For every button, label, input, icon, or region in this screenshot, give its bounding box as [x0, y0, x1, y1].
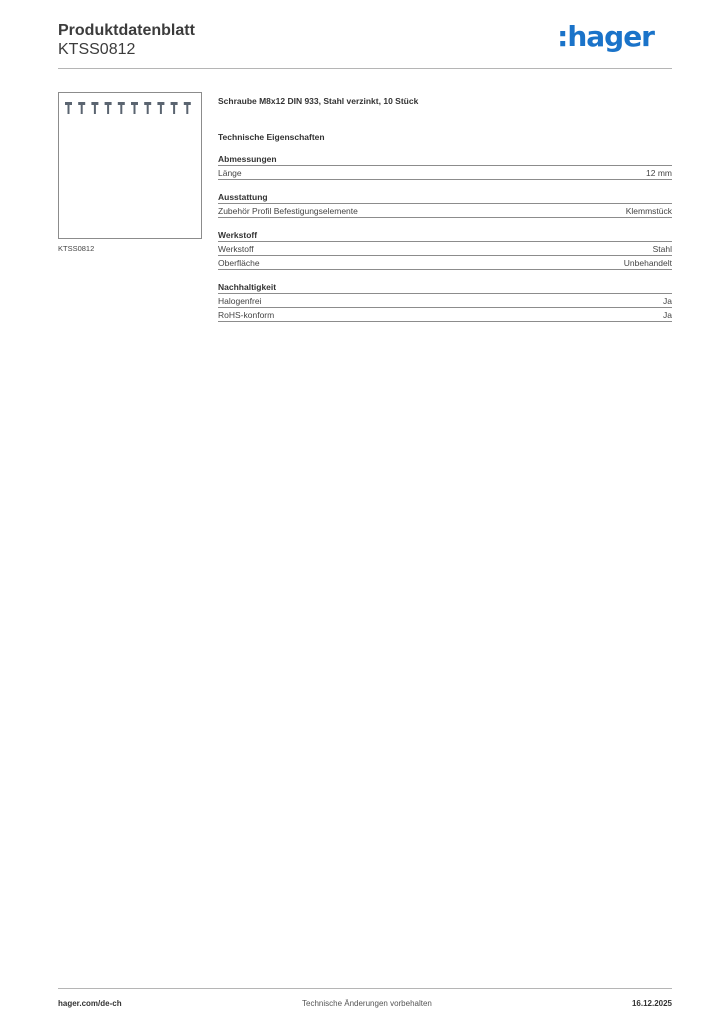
properties-list — [218, 154, 672, 322]
property-section — [218, 154, 672, 180]
property-label: Zubehör Profil Befestigungselemente — [218, 206, 358, 216]
screw-shaft — [173, 105, 175, 114]
section-title: Ausstattung — [218, 192, 672, 204]
header-divider — [58, 68, 672, 69]
screw-set-icon — [63, 101, 199, 117]
property-row — [218, 204, 672, 218]
property-section — [218, 192, 672, 218]
property-label: Länge — [218, 168, 242, 178]
property-value: 12 mm — [646, 168, 672, 178]
property-value: Ja — [663, 310, 672, 320]
property-value: Unbehandelt — [623, 258, 672, 268]
hager-logo: :hager — [557, 20, 654, 53]
screw-shaft — [147, 105, 149, 114]
property-label: RoHS-konform — [218, 310, 275, 320]
section-title: Werkstoff — [218, 230, 672, 242]
property-row — [218, 242, 672, 256]
section-title: Abmessungen — [218, 154, 672, 166]
screw-shaft — [186, 105, 188, 114]
footer-notice: Technische Änderungen vorbehalten — [302, 999, 432, 1008]
property-section — [218, 282, 672, 322]
screw-shaft — [107, 105, 109, 114]
screw-shaft — [120, 105, 122, 114]
image-caption: KTSS0812 — [58, 244, 95, 253]
screw-head — [157, 102, 164, 105]
screw-shaft — [94, 105, 96, 114]
section-title: Nachhaltigkeit — [218, 282, 672, 294]
property-row — [218, 308, 672, 322]
property-label: Halogenfrei — [218, 296, 262, 306]
footer-divider — [58, 988, 672, 989]
screw-head — [65, 102, 72, 105]
screw-head — [144, 102, 151, 105]
screw-head — [78, 102, 85, 105]
technical-properties-heading: Technische Eigenschaften — [218, 132, 325, 142]
screw-head — [171, 102, 178, 105]
screw-head — [91, 102, 98, 105]
page-header — [58, 20, 672, 68]
footer-date: 16.12.2025 — [631, 999, 672, 1008]
property-row — [218, 166, 672, 180]
screw-shaft — [160, 105, 162, 114]
property-label: Oberfläche — [218, 258, 260, 268]
property-section — [218, 230, 672, 270]
document-title: Produktdatenblatt — [58, 22, 195, 39]
product-description: Schraube M8x12 DIN 933, Stahl verzinkt, 10 Stück — [218, 96, 419, 106]
property-row — [218, 294, 672, 308]
screw-head — [131, 102, 138, 105]
product-details — [218, 96, 672, 322]
screw-shaft — [68, 105, 70, 114]
product-image — [58, 92, 202, 239]
screw-shaft — [134, 105, 136, 114]
property-value: Stahl — [652, 244, 672, 254]
screw-head — [184, 102, 191, 105]
property-value: Klemmstück — [625, 206, 672, 216]
screw-shaft — [81, 105, 83, 114]
property-label: Werkstoff — [218, 244, 254, 254]
property-value: Ja — [663, 296, 672, 306]
screw-head — [118, 102, 125, 105]
footer-website: hager.com/de-ch — [58, 999, 122, 1008]
property-row — [218, 256, 672, 270]
product-code: KTSS0812 — [58, 41, 136, 58]
screw-head — [105, 102, 112, 105]
